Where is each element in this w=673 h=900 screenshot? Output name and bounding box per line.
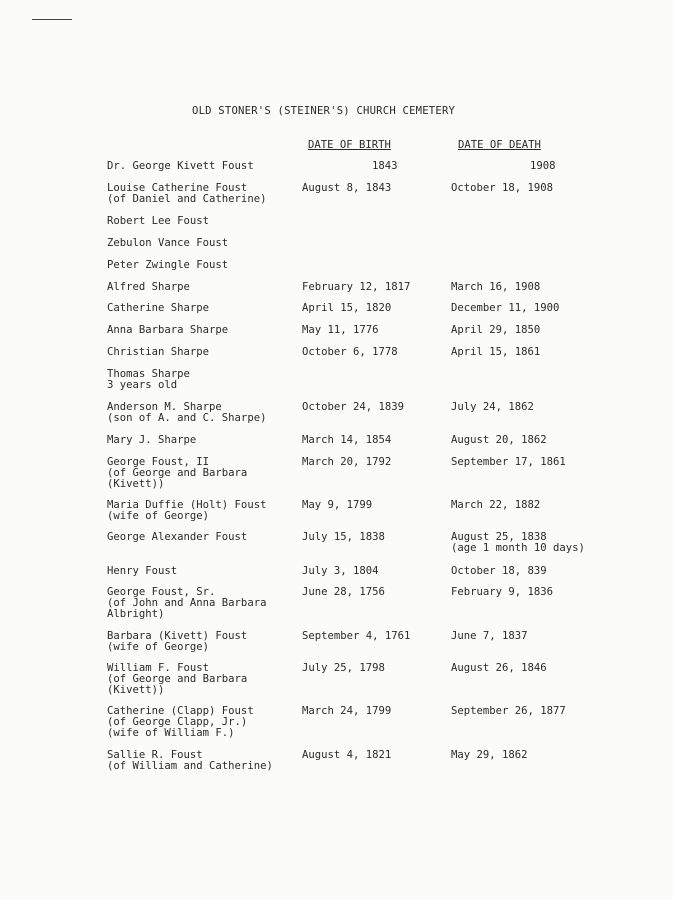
record-birth-date: August 8, 1843 (302, 182, 392, 194)
record-death-date: April 15, 1861 (451, 346, 541, 358)
record-death-date: October 18, 839 (451, 565, 547, 577)
record-name: Christian Sharpe (107, 346, 210, 358)
record-birth-date: June 28, 1756 (302, 586, 385, 598)
record-death-date: May 29, 1862 (451, 749, 528, 761)
record-name: George Foust, II (of George and Barbara (Kivett)) (107, 456, 248, 490)
record-death-date: December 11, 1900 (451, 302, 560, 314)
record-death-date: August 26, 1846 (451, 662, 547, 674)
record-name: Mary J. Sharpe (107, 434, 197, 446)
record-name: Henry Foust (107, 565, 178, 577)
record-birth-date: October 24, 1839 (302, 401, 405, 413)
record-birth-date: March 20, 1792 (302, 456, 392, 468)
record-death-date: September 17, 1861 (451, 456, 566, 468)
record-name: Anderson M. Sharpe (son of A. and C. Sharpe) (107, 401, 267, 424)
record-name: Thomas Sharpe 3 years old (107, 368, 190, 391)
record-death-date: September 26, 1877 (451, 705, 566, 717)
record-name: Catherine (Clapp) Foust (of George Clapp, Jr.) (wife of William F.) (107, 705, 254, 739)
record-birth-date: February 12, 1817 (302, 281, 411, 293)
column-header-birth: DATE OF BIRTH (308, 139, 391, 151)
record-name: Sallie R. Foust (of William and Catherine) (107, 749, 273, 772)
record-birth-date: July 3, 1804 (302, 565, 379, 577)
record-death-date: March 22, 1882 (451, 499, 541, 511)
record-birth-date: September 4, 1761 (302, 630, 411, 642)
record-death-date: 1908 (530, 160, 556, 172)
record-death-date: February 9, 1836 (451, 586, 554, 598)
record-name: William F. Foust (of George and Barbara (Kivett)) (107, 662, 248, 696)
record-name: Zebulon Vance Foust (107, 237, 229, 249)
record-death-date: August 20, 1862 (451, 434, 547, 446)
record-name: Barbara (Kivett) Foust (wife of George) (107, 630, 248, 653)
record-birth-date: 1843 (372, 160, 398, 172)
record-death-date: July 24, 1862 (451, 401, 534, 413)
record-death-date: April 29, 1850 (451, 324, 541, 336)
record-name: Dr. George Kivett Foust (107, 160, 254, 172)
corner-mark (32, 19, 72, 20)
record-birth-date: July 25, 1798 (302, 662, 385, 674)
record-name: Louise Catherine Foust (of Daniel and Catherine) (107, 182, 267, 205)
record-birth-date: May 11, 1776 (302, 324, 379, 336)
record-name: George Foust, Sr. (of John and Anna Barbara Albright) (107, 586, 267, 620)
record-name: Alfred Sharpe (107, 281, 190, 293)
document-title: OLD STONER'S (STEINER'S) CHURCH CEMETERY (192, 105, 456, 117)
record-birth-date: March 14, 1854 (302, 434, 392, 446)
record-birth-date: May 9, 1799 (302, 499, 373, 511)
record-name: George Alexander Foust (107, 531, 248, 543)
record-name: Catherine Sharpe (107, 302, 210, 314)
record-birth-date: August 4, 1821 (302, 749, 392, 761)
column-header-death: DATE OF DEATH (458, 139, 541, 151)
record-death-date: March 16, 1908 (451, 281, 541, 293)
record-birth-date: July 15, 1838 (302, 531, 385, 543)
record-name: Anna Barbara Sharpe (107, 324, 229, 336)
record-birth-date: March 24, 1799 (302, 705, 392, 717)
record-birth-date: April 15, 1820 (302, 302, 392, 314)
record-death-date: October 18, 1908 (451, 182, 554, 194)
record-name: Robert Lee Foust (107, 215, 210, 227)
record-name: Maria Duffie (Holt) Foust (wife of George) (107, 499, 267, 522)
record-birth-date: October 6, 1778 (302, 346, 398, 358)
record-death-date: June 7, 1837 (451, 630, 528, 642)
record-death-date: August 25, 1838 (age 1 month 10 days) (451, 531, 585, 554)
record-name: Peter Zwingle Foust (107, 259, 229, 271)
